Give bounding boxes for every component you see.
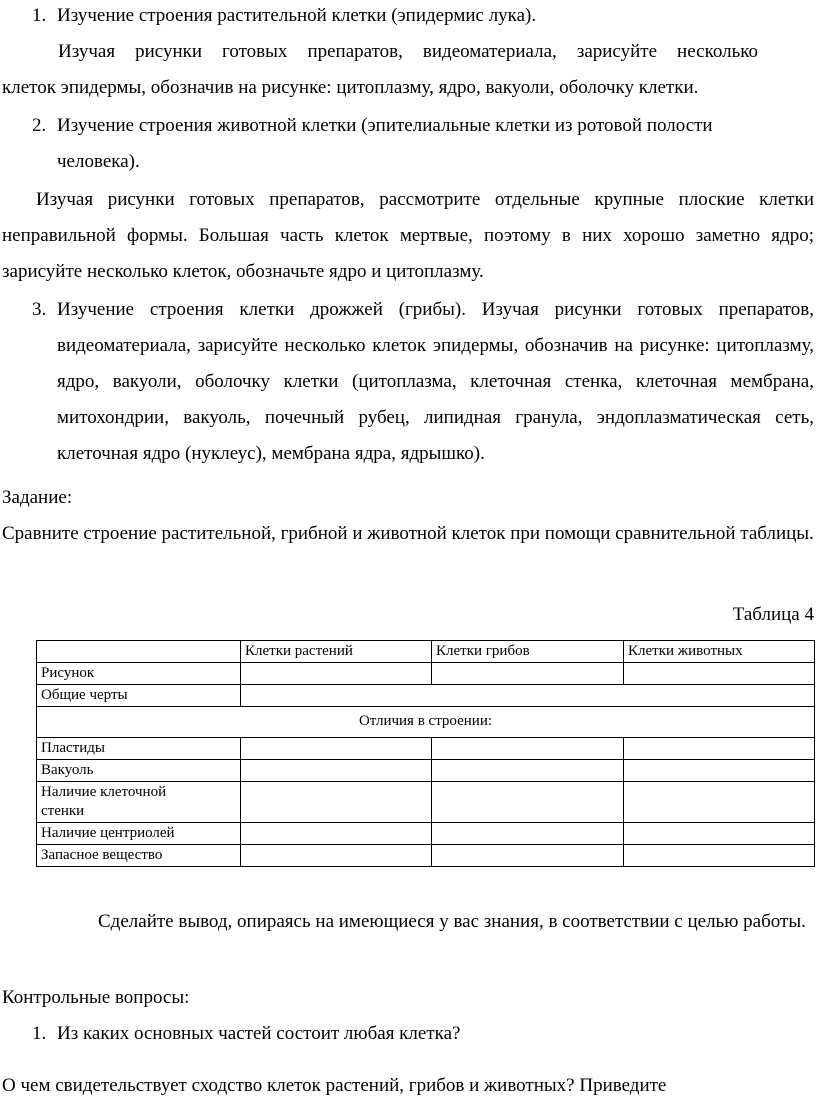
table-row: [37, 845, 815, 867]
table-cell: [432, 738, 624, 760]
table-header-row: [37, 641, 815, 663]
table-cell: [624, 823, 815, 845]
table-cell: [624, 760, 815, 782]
row-label: Пластиды: [37, 738, 241, 760]
paragraph-1b: клеток эпидермы, обозначив на рисунке: цитоплазму, ядро, вакуоли, оболочку клетки.: [2, 77, 699, 98]
list-item-title: Изучение строения клетки дрожжей (грибы). Изучая рисунки готовых препаратов, видеоматериала, зарисуйте несколько клеток эпидермы, обозначив на рисунке: цитоплазму, ядро, вакуоли, оболочку клетки (цитоплазма, клеточная стенка, клеточная мембрана, митохондрии, вакуоль, почечный рубец, липидная гранула, эндоплазматическая сеть, клеточная ядро (нуклеус), мембрана ядра, ядрышко).: [57, 299, 814, 464]
row-label: Общие черты: [37, 685, 241, 707]
table-cell: [432, 663, 624, 685]
table-row: [37, 760, 815, 782]
table-header-cell: [37, 641, 241, 663]
table-cell: [241, 845, 432, 867]
task-label: Задание:: [2, 487, 73, 508]
row-label: Наличие центриолей: [37, 823, 241, 845]
question-item-1: [0, 1016, 816, 1052]
table-cell: [624, 738, 815, 760]
table-header-cell: Клетки животных: [624, 641, 815, 663]
list-item-2: [0, 108, 800, 180]
conclusion-text: Сделайте вывод, опираясь на имеющиеся у вас знания, в соответствии с целью работы.: [98, 911, 806, 932]
last-line: О чем свидетельствует сходство клеток растений, грибов и животных? Приведите: [2, 1075, 667, 1096]
table-header-cell: Клетки растений: [241, 641, 432, 663]
question-text: Из каких основных частей состоит любая клетка?: [57, 1023, 461, 1044]
table-cell: [432, 845, 624, 867]
row-label: Вакуоль: [37, 760, 241, 782]
table-cell: [241, 760, 432, 782]
table-cell: [241, 685, 815, 707]
paragraph-2: Изучая рисунки готовых препаратов, рассмотрите отдельные крупные плоские клетки неправильной формы. Большая часть клеток мертвые, поэтому в них хорошо заметно ядро; зарисуйте несколько клеток, обозначьте ядро и цитоплазму.: [2, 189, 814, 282]
table-row: [37, 663, 815, 685]
list-item-title: Изучение строения животной клетки (эпителиальные клетки из ротовой полости человека).: [57, 115, 713, 172]
table-cell: [432, 782, 624, 823]
list-item-1: [0, 0, 816, 34]
table-cell: [624, 663, 815, 685]
row-label: Наличие клеточной стенки: [37, 782, 241, 823]
list-number: 3.: [32, 299, 47, 320]
paragraph-1a: Изучая рисунки готовых препаратов, видеоматериала, зарисуйте несколько: [58, 41, 758, 62]
questions-label: Контрольные вопросы:: [2, 987, 190, 1008]
table-cell: [432, 823, 624, 845]
table-cell: [241, 738, 432, 760]
table-header-cell: Клетки грибов: [432, 641, 624, 663]
table-cell: [241, 663, 432, 685]
list-number: 2.: [32, 115, 47, 136]
task-text: Сравните строение растительной, грибной и животной клеток при помощи сравнительной таблицы.: [2, 523, 814, 544]
list-number: 1.: [32, 1023, 47, 1044]
table-row: [37, 823, 815, 845]
table-section-row: [37, 707, 815, 738]
row-label: Запасное вещество: [37, 845, 241, 867]
list-number: 1.: [32, 5, 47, 26]
row-label: Рисунок: [37, 663, 241, 685]
table-section-label: Отличия в строении:: [37, 707, 815, 738]
table-cell: [624, 845, 815, 867]
table-row: [37, 738, 815, 760]
table-caption: Таблица 4: [732, 604, 814, 625]
table-cell: [241, 823, 432, 845]
table-cell: [432, 760, 624, 782]
table-cell: [241, 782, 432, 823]
table-cell: [624, 782, 815, 823]
list-item-3: [0, 292, 814, 472]
table-row: [37, 782, 815, 823]
table-row: [37, 685, 815, 707]
list-item-title: Изучение строения растительной клетки (эпидермис лука).: [57, 5, 537, 26]
comparison-table: [36, 640, 815, 867]
